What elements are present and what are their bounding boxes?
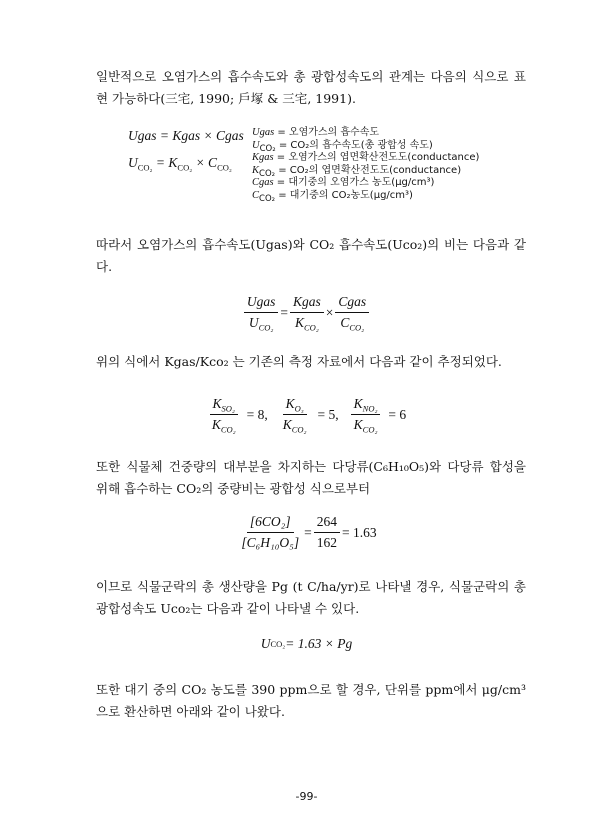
result-value: = 1.63 xyxy=(342,524,377,540)
fraction: $\frac{K_{NO_2}}{K_{CO_2}}$ xyxy=(351,396,381,433)
paragraph-conversion xyxy=(96,679,526,723)
equation-ugas xyxy=(128,128,244,144)
fraction: $\frac{\text{Ugas}}{U_{CO_2}}$ xyxy=(244,294,279,331)
subscript: CO₂ xyxy=(137,162,153,173)
subscript: CO₂ xyxy=(177,162,193,173)
paragraph-text: 위의 식에서 Kgas/Kco₂ 는 기존의 측정 자료에서 다음과 같이 추정되었다. xyxy=(96,354,502,369)
citation-ref: 戶塚 xyxy=(238,91,264,106)
paragraph-estimate xyxy=(96,351,526,373)
fraction: $\frac{\text{[6CO₂]}}{\text{[C₆H₁₀O₅]}}$ xyxy=(241,514,300,550)
fraction: $\frac{\text{Cgas}}{C_{CO_2}}$ xyxy=(335,294,369,331)
equation-uco2 xyxy=(128,155,232,171)
definition-item: Ugas = 오염가스의 흡수속도 xyxy=(252,127,380,138)
citation-ref: 三宅 xyxy=(282,91,308,106)
paragraph-polysaccharide xyxy=(96,456,526,500)
equation-weight-ratio xyxy=(0,514,613,551)
equation-text: = 1.63 × Pg xyxy=(285,636,353,651)
ratio-value: = 8, xyxy=(246,406,268,422)
paragraph-intro xyxy=(96,66,526,110)
subscript: CO₂ xyxy=(217,162,232,173)
equation-symbol: × C xyxy=(192,155,218,170)
equation-symbol: U xyxy=(260,636,271,651)
equation-symbol: = K xyxy=(152,155,178,170)
fraction: $\frac{K_{SO_2}}{K_{CO_2}}$ xyxy=(209,396,239,433)
fraction: $\frac{\text{Kgas}}{K_{CO_2}}$ xyxy=(290,294,324,331)
paragraph-text: 일반적으로 오염가스의 흡수속도와 총 광합성속도의 관계는 다음의 식으로 표현 가능하다( xyxy=(96,69,526,106)
definition-item: $U_{CO_2} = CO_2$의 흡수속도(총 광합성 속도) xyxy=(252,139,433,154)
citation-year: , 1990; xyxy=(190,91,239,106)
equation-symbol: U xyxy=(128,155,138,170)
equals-sign: = xyxy=(304,524,312,540)
paragraph-text: 이므로 식물군락의 총 생산량을 Pg (t C/ha/yr)로 나타낼 경우, 식물군락의 총 광합성속도 Uco₂는 다음과 같이 나타낼 수 있다. xyxy=(96,579,526,616)
equals-sign: = xyxy=(280,304,288,320)
fraction: $\frac{K_{O_3}}{K_{CO_2}}$ xyxy=(282,396,307,435)
definition-item: Cgas = 대기중의 오염가스 농도(μg/cm³) xyxy=(252,177,435,188)
ratio-value: = 6 xyxy=(388,406,407,422)
definition-item: $C_{CO_2}$ = 대기중의 CO₂농도(μg/cm³) xyxy=(252,189,413,204)
paragraph-production xyxy=(96,576,526,620)
citation-amp: & xyxy=(263,91,283,106)
paragraph-text: 또한 식물체 건중량의 대부분을 차지하는 다당류(C₆H₁₀O₅)와 다당류 합성을 위해 흡수하는 CO₂의 중량비는 광합성 식으로부터 xyxy=(96,459,526,496)
citation-ref: 三宅 xyxy=(165,91,191,106)
page-number: -99- xyxy=(295,790,318,803)
definition-item: Kgas = 오염가스의 엽면확산전도도(conductance) xyxy=(252,152,480,163)
definition-item: $K_{CO_2} = CO_2$의 엽면확산전도도(conductance) xyxy=(252,164,462,179)
paragraph-ratio-intro xyxy=(96,234,526,278)
paragraph-text: 따라서 오염가스의 흡수속도(Ugas)와 CO₂ 흡수속도(Uco₂)의 비는 다음과 같다. xyxy=(96,237,526,274)
equation-text: Ugas = Kgas × Cgas xyxy=(128,128,244,143)
equation-uco2-pg: U CO₂ = 1.63 × Pg xyxy=(260,636,353,651)
fraction: $\frac{264}{162}$ xyxy=(314,514,340,551)
equation-k-ratios xyxy=(0,396,613,433)
citation-year: , 1991). xyxy=(307,91,356,106)
paragraph-text: 또한 대기 중의 CO₂ 농도를 390 ppm으로 할 경우, 단위를 ppm에서 μg/cm³으로 환산하면 아래와 같이 나왔다. xyxy=(96,682,526,719)
definitions-list xyxy=(252,127,532,202)
ratio-value: = 5, xyxy=(317,406,339,422)
times-sign: × xyxy=(325,304,334,320)
equation-ratio xyxy=(0,294,613,331)
